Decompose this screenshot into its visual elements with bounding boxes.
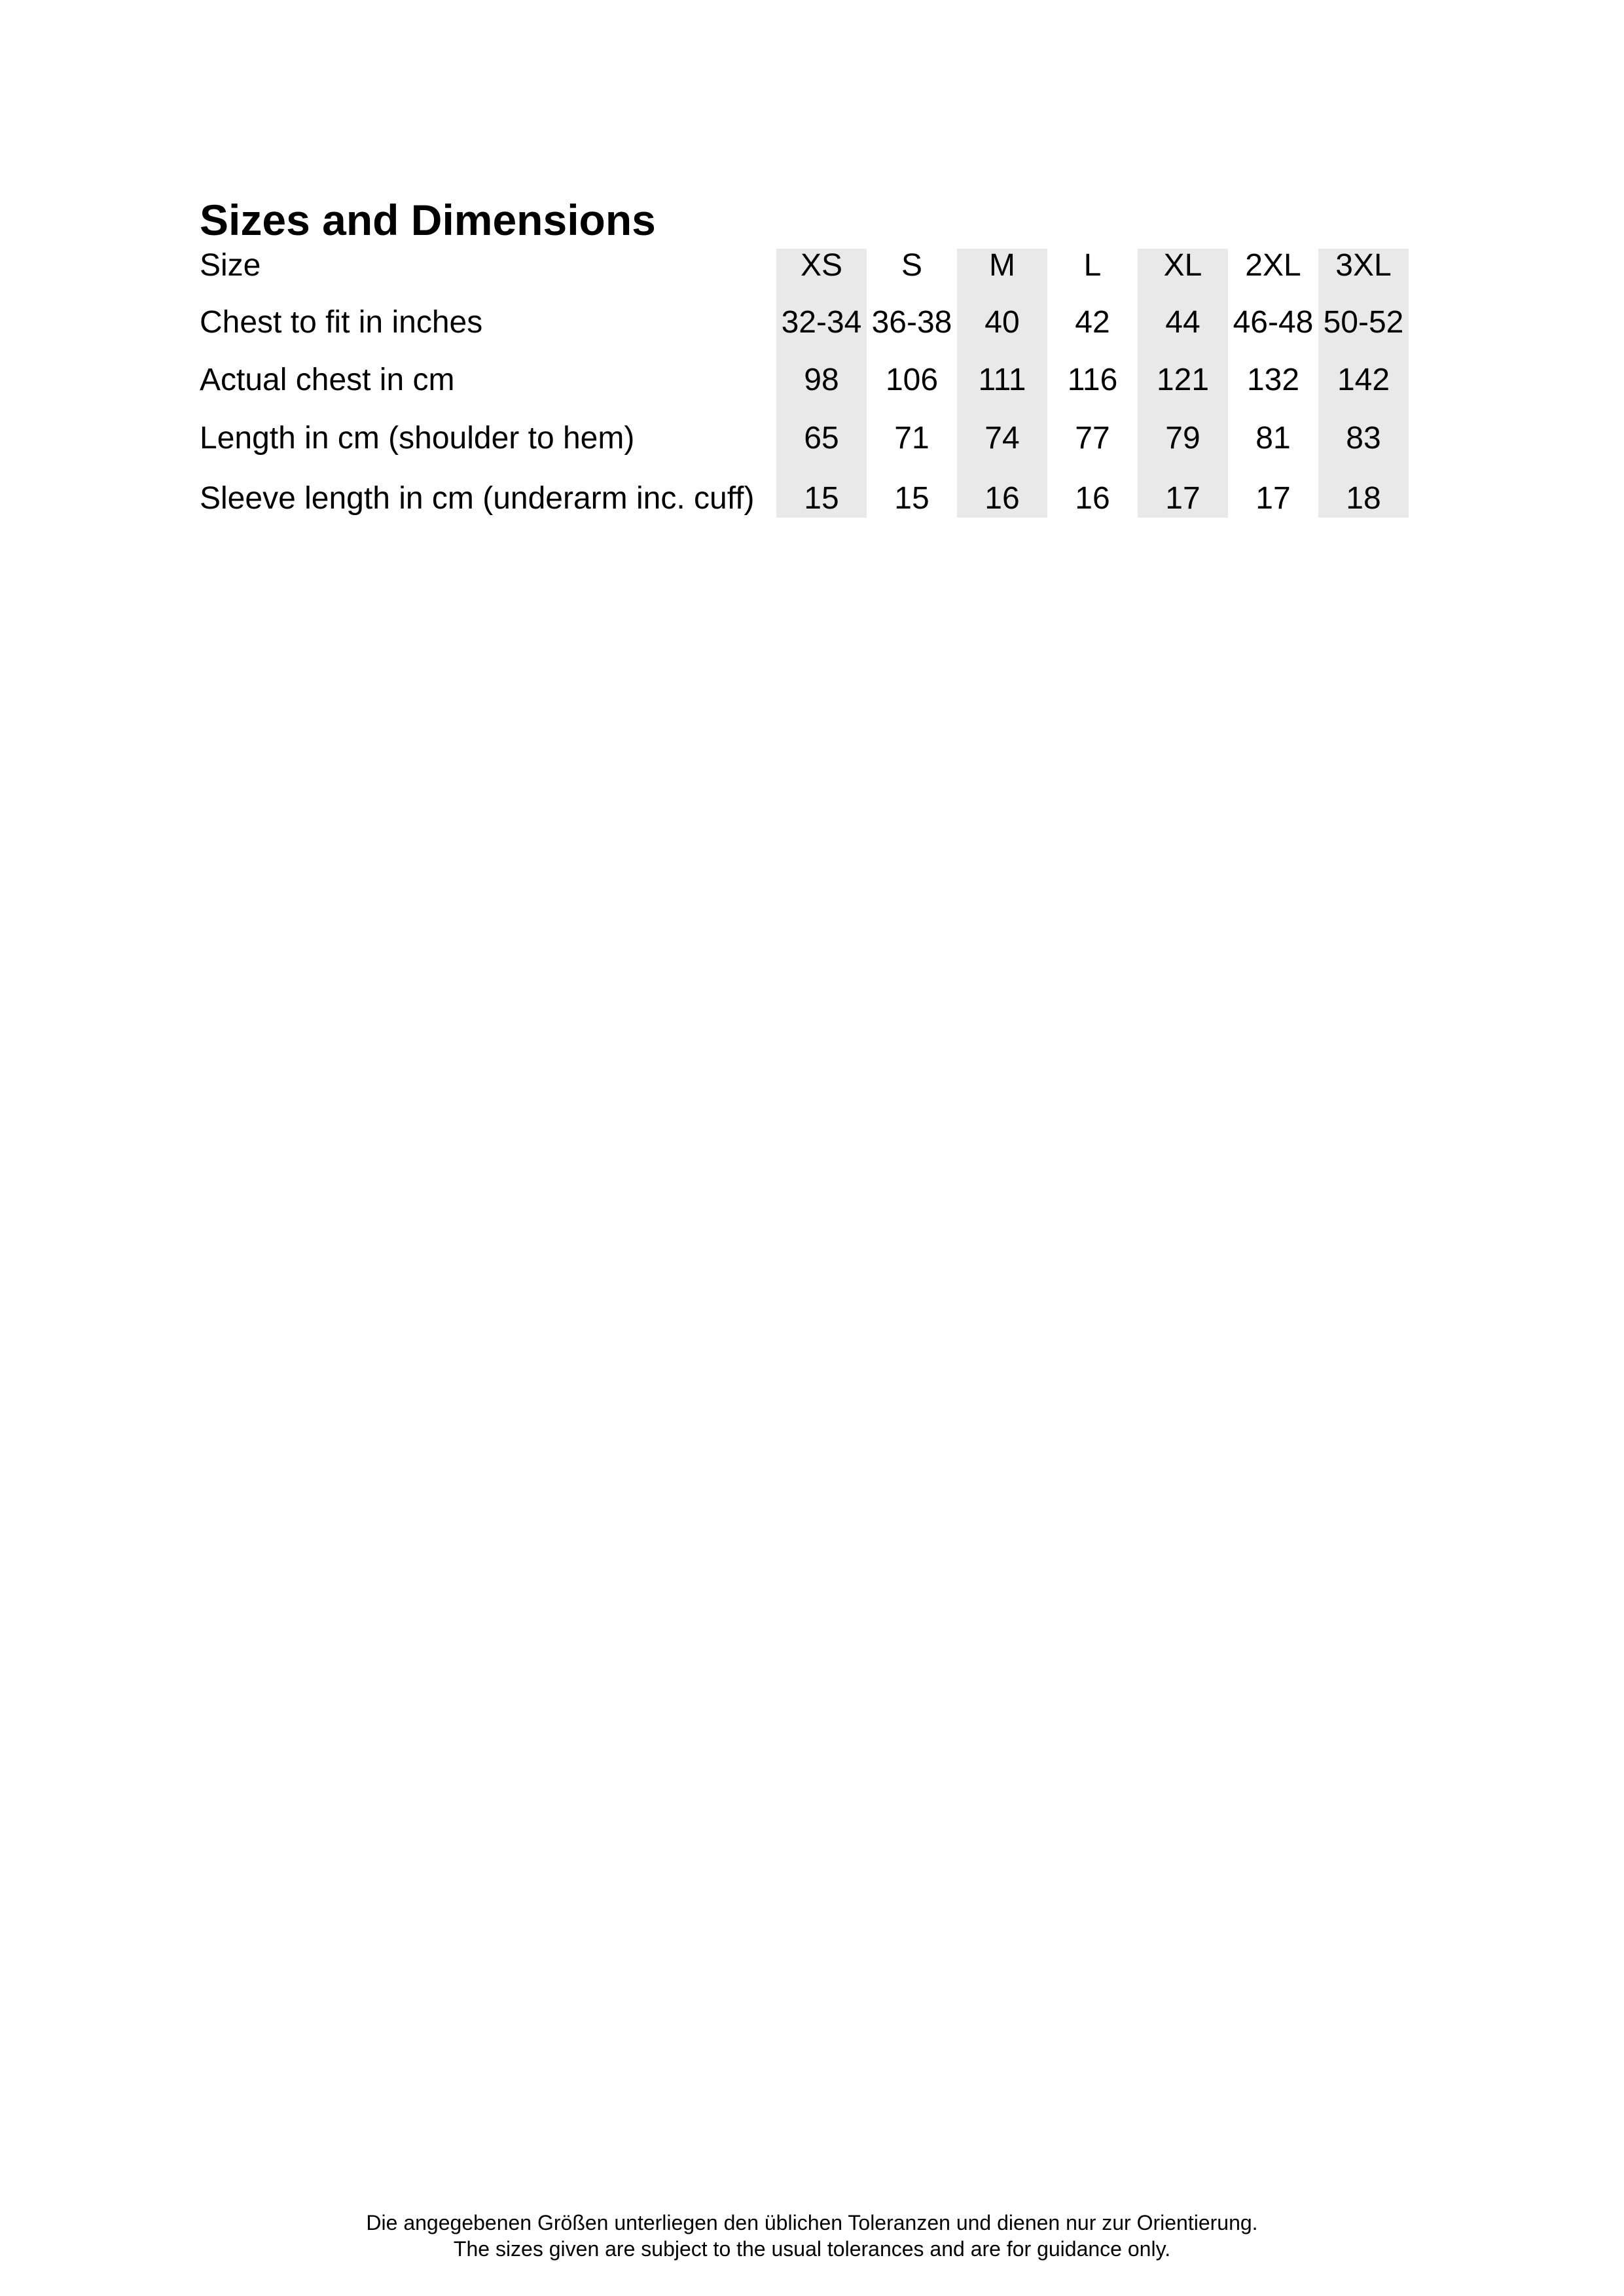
table-cell: 106 xyxy=(885,363,939,397)
page-title: Sizes and Dimensions xyxy=(200,196,656,244)
footer-line-english: The sizes given are subject to the usual tolerances and are for guidance only. xyxy=(453,2237,1171,2261)
table-cell: 46-48 xyxy=(1233,305,1314,340)
header-size-2xl: 2XL xyxy=(1245,248,1301,283)
table-cell: 111 xyxy=(978,363,1026,397)
row-label-length: Length in cm (shoulder to hem) xyxy=(200,421,635,456)
header-label: Size xyxy=(200,248,261,283)
header-size-3xl: 3XL xyxy=(1335,248,1392,283)
table-cell: 16 xyxy=(984,481,1020,516)
row-label-sleeve-length: Sleeve length in cm (underarm inc. cuff) xyxy=(200,481,755,516)
table-cell: 17 xyxy=(1165,481,1200,516)
table-cell: 15 xyxy=(894,481,929,516)
table-cell: 74 xyxy=(984,421,1020,456)
table-cell: 18 xyxy=(1346,481,1381,516)
table-cell: 121 xyxy=(1156,363,1210,397)
header-size-s: S xyxy=(901,248,922,283)
table-cell: 116 xyxy=(1067,363,1118,397)
table-cell: 15 xyxy=(804,481,839,516)
footer-line-german: Die angegebenen Größen unterliegen den üblichen Toleranzen und dienen nur zur Orientierung. xyxy=(366,2211,1258,2234)
row-label-actual-chest: Actual chest in cm xyxy=(200,363,455,397)
table-cell: 81 xyxy=(1255,421,1291,456)
row-label-chest-to-fit: Chest to fit in inches xyxy=(200,305,483,340)
header-size-l: L xyxy=(1083,248,1102,283)
table-cell: 32-34 xyxy=(781,305,862,340)
table-cell: 50-52 xyxy=(1323,305,1404,340)
table-cell: 77 xyxy=(1075,421,1110,456)
table-cell: 36-38 xyxy=(871,305,952,340)
table-cell: 65 xyxy=(804,421,839,456)
table-cell: 132 xyxy=(1246,363,1300,397)
table-cell: 142 xyxy=(1337,363,1390,397)
header-size-xs: XS xyxy=(800,248,843,283)
table-cell: 83 xyxy=(1346,421,1381,456)
header-size-m: M xyxy=(989,248,1015,283)
table-cell: 71 xyxy=(894,421,929,456)
header-size-xl: XL xyxy=(1163,248,1202,283)
table-cell: 44 xyxy=(1165,305,1200,340)
table-cell: 17 xyxy=(1255,481,1291,516)
table-cell: 40 xyxy=(984,305,1020,340)
table-cell: 79 xyxy=(1165,421,1200,456)
table-cell: 42 xyxy=(1075,305,1110,340)
table-cell: 16 xyxy=(1075,481,1110,516)
table-cell: 98 xyxy=(804,363,839,397)
